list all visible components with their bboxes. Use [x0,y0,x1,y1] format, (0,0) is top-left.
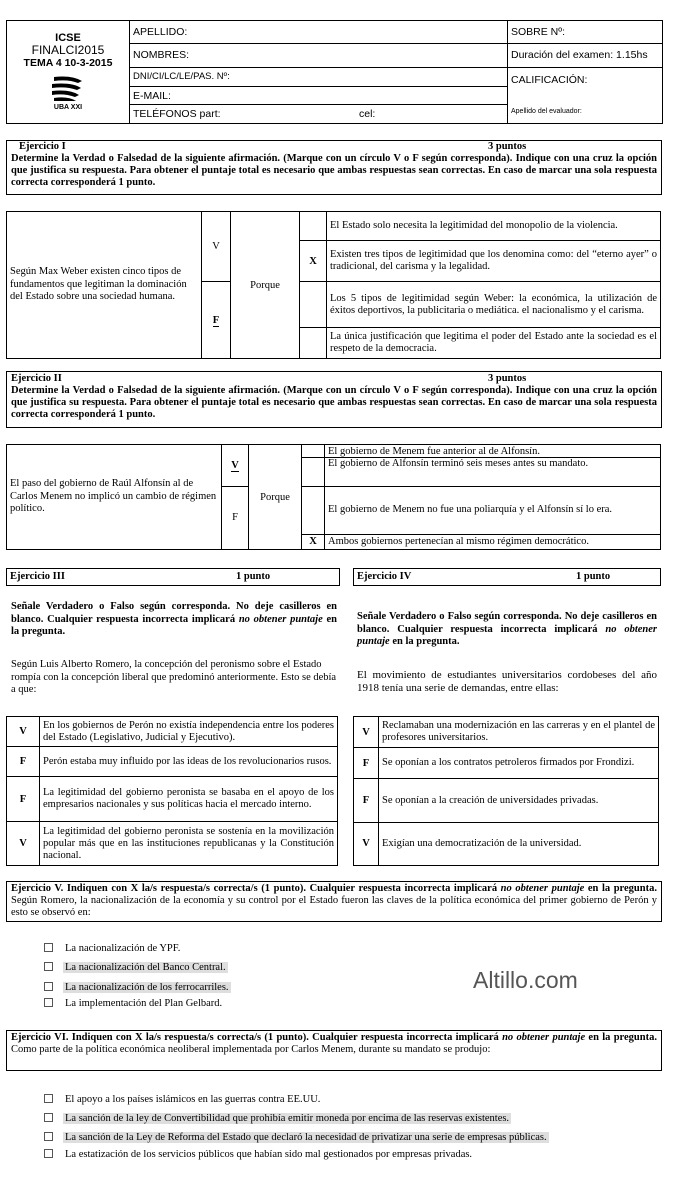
ej3-row4-mark[interactable]: V [7,822,40,866]
ej3-row4-text: La legitimidad del gobierno peronista se sostenía en la movilización popular más que en las instituciones republicanas y la Constitución nacional. [40,822,338,866]
checkbox-icon[interactable] [44,1132,53,1141]
ej5-body: Según Romero, la nacionalización de la economía y su control por el Estado fueron las claves de la política económica del primer gobierno de Perón y esto se observó en: [11,895,657,918]
exam-code: FINALCI2015 [31,43,105,57]
ej1-instructions-box [6,140,662,195]
ej6-option-1[interactable] [44,1094,322,1105]
ej5-option-3[interactable] [44,982,231,993]
ej3-row3-mark[interactable]: F [7,777,40,822]
exam-tema: TEMA 4 10-3-2015 [23,57,113,69]
ej5-title-b: en la pregunta. [584,883,657,894]
ej2-v-mark: V [231,459,239,471]
ej1-opt3-check[interactable] [300,282,327,328]
ej6-option-3[interactable] [44,1132,549,1143]
ej3-table [6,716,338,866]
checkbox-icon[interactable] [44,1113,53,1122]
ej2-instructions-box [6,371,662,428]
ej5-title-i: no obtener puntaje [500,883,585,894]
ej3-points: 1 punto [236,571,271,582]
ej3-intro: Según Luis Alberto Romero, la concepción del peronismo sobre el Estado rompía con la concepción liberal que predominó anteriormente. Esto se debía a que: [11,659,337,695]
ej3-title: Ejercicio III [10,571,65,582]
duracion-label: Duración del examen: 1.15hs [508,44,663,67]
header-id-cell [7,21,130,124]
ej2-opt4-check[interactable]: X [302,534,325,549]
checkbox-icon[interactable] [44,1149,53,1158]
ej3-row2-mark[interactable]: F [7,747,40,777]
header-table [6,20,663,124]
ej4-instr-a: Señale Verdadero o Falso según corresponda. No deje casilleros en blanco. Cualquier respuesta incorrecta implicará [357,611,657,635]
ej5-option-4[interactable] [44,998,224,1009]
ej1-porque: Porque [231,212,300,359]
checkbox-icon[interactable] [44,1094,53,1103]
uba-logo-icon [48,73,88,103]
ej5-option-3-text: La nacionalización de los ferrocarriles. [65,982,229,993]
ej5-title-a: Ejercicio V. Indiquen con X la/s respuesta/s correcta/s (1 punto). Cualquier respuesta incorrecta implicará [11,883,501,894]
ej3-row1-mark[interactable]: V [7,717,40,747]
ej3-instr-i: no obtener puntaje [238,613,323,625]
ej4-row1-mark[interactable]: V [354,717,379,748]
ej3-instr-b: en la pregunta. [11,613,337,637]
ej5-instructions-box [6,881,662,922]
ej4-instr-i: no obtener puntaje [357,623,657,647]
ej6-option-2-text: La sanción de la ley de Convertibilidad que prohibía emitir moneda por encima de las reservas existentes. [65,1113,510,1124]
ej1-instructions: Determine la Verdad o Falsedad de la siguiente afirmación. (Marque con un círculo V o F según corresponda). Indique con una cruz la opción que justifica su respuesta. Para obtener el puntaje total es necesario que ambas respuestas sean correctas. En caso de marcar una sola respuesta correcta corresponderá 1 punto. [11,153,657,189]
dni-field[interactable]: DNI/CI/LC/LE/PAS. Nº: [130,67,508,87]
ej4-row2-mark[interactable]: F [354,748,379,779]
nombres-field[interactable]: NOMBRES: [130,44,508,67]
logo-text: UBA XXI [53,104,83,111]
checkbox-icon[interactable] [44,962,53,971]
telefonos-field[interactable]: TELÉFONOS part: [130,105,357,124]
ej2-f-cell[interactable]: F [222,486,249,549]
ej2-title: Ejercicio II [11,373,62,384]
ej3-instr-a: Señale Verdadero o Falso según corresponda. No deje casilleros en blanco. Cualquier respuesta incorrecta implicará [11,601,337,625]
calificacion-cell [508,67,663,124]
ej2-instructions: Determine la Verdad o Falsedad de la siguiente afirmación. (Marque con un círculo V o F según corresponda). Indique con una cruz la opción que justifica su respuesta. Para obtener el puntaje total es necesario que ambas respuestas sean correctas. En caso de marcar una sola respuesta correcta corresponderá 1 punto. [11,385,657,421]
ej4-header [353,568,661,586]
ej6-title-a: Ejercicio VI. Indiquen con X la/s respuesta/s correcta/s (1 punto). Cualquier respuesta incorrecta implicará [11,1032,503,1043]
ej6-instructions-box [6,1030,662,1071]
ej4-row1-text: Reclamaban una modernización en las carreras y en el plantel de profesores universitarios. [379,717,659,748]
evaluador-field[interactable]: Apellido del evaluador: [511,107,582,115]
ej5-option-1-text: La nacionalización de YPF. [65,943,181,954]
ej1-opt4: La única justificación que legitima el poder del Estado ante la sociedad es el respeto de la democracia. [327,328,661,359]
ej4-row2-text: Se oponían a los contratos petroleros firmados por Frondizi. [379,748,659,779]
ej2-statement: El paso del gobierno de Raúl Alfonsín al de Carlos Menem no implicó un cambio de régimen político. [7,445,222,550]
ej6-title-i: no obtener puntaje [502,1032,586,1043]
ej6-option-4[interactable] [44,1149,474,1160]
ej4-row4-mark[interactable]: V [354,822,379,865]
ej5-option-2[interactable] [44,962,228,973]
ej6-title-b: en la pregunta. [585,1032,657,1043]
ej1-title: Ejercicio I [19,141,66,152]
ej1-f-mark: F [212,314,220,326]
ej4-row3-mark[interactable]: F [354,779,379,822]
ej4-points: 1 punto [576,571,611,582]
apellido-field[interactable]: APELLIDO: [130,21,508,44]
ej3-instructions [11,601,337,639]
ej1-v-cell[interactable]: V [202,212,231,282]
ej1-opt1: El Estado solo necesita la legitimidad del monopolio de la violencia. [327,212,661,241]
ej4-instructions [357,611,657,649]
ej1-statement: Según Max Weber existen cinco tipos de fundamentos que legitiman la dominación del Estado sobre una sociedad humana. [7,212,202,359]
ej1-opt3: Los 5 tipos de legitimidad según Weber: la económica, la utilización de éxitos deportivos, la publicitaria o mediática. el nacionalismo y el carisma. [327,282,661,328]
ej3-row2-text: Perón estaba muy influido por las ideas de los revolucionarios rusos. [40,747,338,777]
ej2-points: 3 puntos [488,373,527,384]
ej2-opt3-check[interactable] [302,486,325,534]
ej4-title: Ejercicio IV [357,571,412,582]
ej2-opt2-check[interactable] [302,458,325,487]
ej4-intro: El movimiento de estudiantes universitarios cordobeses del año 1918 tenía una serie de demandas, entre ellas: [357,669,657,694]
watermark: Altillo.com [473,967,578,993]
ej2-opt1: El gobierno de Menem fue anterior al de Alfonsín. [325,445,661,458]
ej2-opt1-check[interactable] [302,445,325,458]
calificacion-field[interactable]: CALIFICACIÓN: [511,73,588,86]
ej2-table [6,444,661,550]
ej1-opt1-check[interactable] [300,212,327,241]
ej1-opt4-check[interactable] [300,328,327,359]
ej3-header [6,568,340,586]
ej6-option-3-text: La sanción de la Ley de Reforma del Estado que declaró la necesidad de privatizar una serie de empresas públicas. [65,1132,547,1143]
checkbox-icon[interactable] [44,943,53,952]
ej4-row4-text: Exigían una democratización de la universidad. [379,822,659,865]
ej4-instr-b: en la pregunta. [389,636,460,647]
checkbox-icon[interactable] [44,998,53,1007]
email-field[interactable]: E-MAIL: [130,87,508,105]
cel-field[interactable]: cel: [356,105,508,124]
ej2-porque: Porque [249,445,302,550]
ej1-opt2-check[interactable]: X [300,241,327,282]
ej6-option-2[interactable] [44,1113,511,1124]
ej2-opt4: Ambos gobiernos pertenecían al mismo régimen democrático. [325,534,661,549]
ej5-option-4-text: La implementación del Plan Gelbard. [65,998,223,1009]
ej5-option-2-text: La nacionalización del Banco Central. [65,962,226,973]
ej2-opt3: El gobierno de Menem no fue una poliarquía y el Alfonsín sí lo era. [325,486,661,534]
ej4-table [353,716,659,866]
ej4-row3-text: Se oponían a la creación de universidades privadas. [379,779,659,822]
checkbox-icon[interactable] [44,982,53,991]
ej6-option-4-text: La estatización de los servicios públicos que habían sido mal gestionados por empresas privadas. [65,1149,473,1160]
ej2-v-cell[interactable] [222,445,249,487]
ej2-opt2: El gobierno de Alfonsín terminó seis meses antes su mandato. [325,458,661,487]
ej6-body: Como parte de la política económica neoliberal implementada por Carlos Menem, durante su mandato se produjo: [11,1044,491,1055]
ej1-f-cell[interactable] [202,282,231,359]
ej5-option-1[interactable] [44,943,182,954]
ej3-row3-text: La legitimidad del gobierno peronista se basaba en el apoyo de los empresarios nacionales y sus políticas hacia el mercado interno. [40,777,338,822]
ej1-table [6,211,661,359]
ej1-points: 3 puntos [488,141,527,152]
ej3-row1-text: En los gobiernos de Perón no existía independencia entre los poderes del Estado (Legislativo, Judicial y Ejecutivo). [40,717,338,747]
course-name: ICSE [55,32,81,44]
sobre-field[interactable]: SOBRE Nº: [508,21,663,44]
ej1-opt2: Existen tres tipos de legitimidad que los denomina como: del “eterno ayer” o tradicional, del carisma y la legalidad. [327,241,661,282]
ej6-option-1-text: El apoyo a los países islámicos en las guerras contra EE.UU. [65,1094,321,1105]
